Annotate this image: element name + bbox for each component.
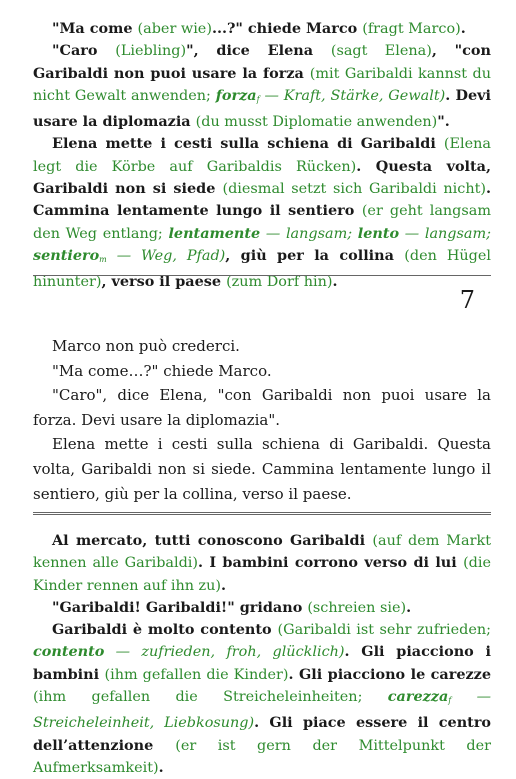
- german-gloss: (die Kinder rennen auf ihn zu): [33, 555, 492, 594]
- italian-text: , giù per la collina: [225, 246, 405, 264]
- vocab-definition: — langsam;: [260, 225, 358, 242]
- german-gloss: (fragt Marco): [362, 21, 461, 37]
- italian-text: , verso il paese: [101, 273, 227, 291]
- italian-text: . Cammina lentamente lungo il sentiero: [33, 180, 492, 220]
- vocab-definition: — Kraft, Stärke, Gewalt): [259, 87, 446, 104]
- german-gloss: (zum Dorf hin): [226, 274, 333, 291]
- italian-text: , "con Garibaldi non puoi usare la forza: [33, 42, 491, 82]
- gender-marker: f: [256, 94, 260, 104]
- paragraph: [33, 597, 491, 619]
- italian-text: . Gli piace essere il centro dell’attenzione: [33, 714, 492, 754]
- italian-text: ".: [437, 113, 450, 131]
- paragraph: [33, 18, 491, 40]
- paragraph: [33, 619, 491, 779]
- german-gloss: (Elena legt die Körbe auf Garibaldis Rücken): [33, 136, 491, 175]
- vocab-term: carezza: [387, 688, 449, 706]
- paragraph: "Caro", dice Elena, "con Garibaldi non puoi usare la forza. Devi usare la diplomazia".: [33, 386, 491, 429]
- italian-text: . Questa volta, Garibaldi non si siede: [33, 157, 491, 198]
- german-gloss: (schreien sie): [307, 599, 407, 616]
- gender-marker: f: [448, 696, 452, 706]
- italian-text: .: [460, 20, 466, 37]
- german-gloss: (Liebling): [115, 43, 187, 60]
- vocab-definition: — langsam;: [399, 225, 491, 242]
- paragraph: [33, 40, 491, 133]
- vocab-definition: — Weg, Pfad): [106, 247, 226, 264]
- italian-text: Elena mette i cesti sulla schiena di Garibaldi: [52, 135, 444, 153]
- german-gloss: (du musst Diplomatie anwenden): [195, 114, 438, 131]
- page-number: 7: [459, 286, 475, 314]
- section-divider: [33, 275, 491, 276]
- vocab-term: forza: [215, 86, 257, 104]
- german-gloss: (sagt Elena): [330, 43, 432, 60]
- vocab-term: lento: [357, 224, 400, 242]
- italian-text: .: [221, 576, 227, 594]
- paragraph: Elena mette i cesti sulla schiena di Garibaldi. Questa volta, Garibaldi non si siede. Cammina lentamente lungo il sentiero, giù per la collina, verso il paese.: [33, 435, 491, 503]
- german-gloss: (auf dem Markt kennen alle Garibaldi): [33, 533, 491, 572]
- paragraph: "Ma come…?" chiede Marco.: [52, 361, 272, 380]
- page: [33, 18, 492, 776]
- italian-text: . Devi usare la diplomazia: [33, 86, 492, 131]
- italian-text: .: [406, 598, 412, 616]
- italian-text: Garibaldi è molto contento: [52, 621, 278, 639]
- german-gloss: (aber wie): [137, 21, 212, 37]
- vocab-definition: — zufrieden, froh, glücklich): [104, 644, 345, 661]
- italian-text: . I bambini corrono verso di lui: [198, 554, 464, 572]
- italian-text: . Gli piacciono i bambini: [33, 643, 492, 683]
- paragraph: [33, 530, 491, 597]
- vocab-term: sentiero: [33, 246, 100, 264]
- german-gloss: (Garibaldi ist sehr zufrieden;: [277, 622, 491, 639]
- italian-text: .: [332, 273, 338, 291]
- italian-text: "Caro: [52, 42, 116, 60]
- italian-text: ", dice Elena: [186, 42, 331, 60]
- german-gloss: (er geht langsam den Weg entlang;: [33, 203, 491, 242]
- italian-text: ...?" chiede Marco: [211, 20, 363, 37]
- italian-text: . Gli piacciono le carezze: [288, 665, 491, 683]
- double-divider: [33, 512, 491, 515]
- vocab-definition: — Streicheleinheit, Liebkosung): [33, 689, 491, 732]
- german-gloss: (er ist gern der Mittelpunkt der Aufmerksamkeit): [33, 737, 491, 776]
- italian-text: .: [158, 758, 164, 776]
- vocab-term: contento: [33, 643, 105, 661]
- paragraph: [33, 133, 491, 293]
- italian-text: Al mercato, tutti conoscono Garibaldi: [52, 532, 373, 549]
- german-gloss: (den Hügel hinunter): [33, 247, 491, 291]
- german-gloss: (diesmal setzt sich Garibaldi nicht): [222, 181, 486, 198]
- gender-marker: m: [99, 254, 107, 264]
- german-gloss: (mit Garibaldi kannst du nicht Gewalt anwenden;: [33, 65, 491, 104]
- paragraph: Marco non può crederci.: [52, 337, 240, 355]
- italian-text: "Ma come: [52, 20, 138, 37]
- vocab-term: lentamente: [168, 224, 261, 242]
- german-gloss: (ihm gefallen die Streicheleinheiten;: [33, 689, 388, 706]
- italian-only-block: [33, 334, 491, 506]
- bilingual-block-2: [33, 530, 491, 779]
- bilingual-block-1: [33, 18, 491, 294]
- german-gloss: (ihm gefallen die Kinder): [104, 666, 289, 683]
- italian-text: "Garibaldi! Garibaldi!" gridano: [52, 598, 308, 616]
